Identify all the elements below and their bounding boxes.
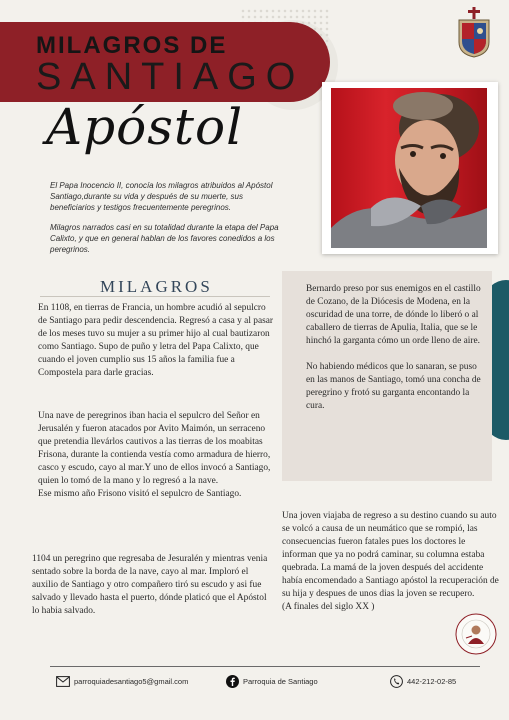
mail-icon	[56, 676, 70, 687]
saint-statue-icon	[331, 88, 487, 248]
left-column-middle	[38, 410, 274, 501]
miracle-paragraph-2: Una nave de peregrinos iban hacia el sepulcro del Señor en Jerusalén y fueron atacados por Avito Maimón, un serraceno que pretendia llevárlos cautivos a las tierras de los moabitas Frisona, durante la contienda vestía como armadura de hierro, casco y escudo, cayo al mar.Y uno de ellos invocó a Santiago, quien lo tomó de la mano y lo regresó a la nave.	[38, 411, 271, 486]
footer-email-text: parroquiadesantiago5@gmail.com	[74, 676, 189, 686]
title-line-2: SANTIAGO	[36, 56, 305, 98]
miracle-date-note: (A finales del siglo XX )	[282, 602, 375, 612]
miracle-paragraph-1: En 1108, en tierras de Francia, un hombre acudió al sepulcro de Santiago para pedir descendencia. Regresó a casa y al pasar de los meses tuvo su mujer a su primer hijo al cual bautizaron como Santiago. Supo de puño y letra del Papa Calixto, que cuando el joven cumplio sus 15 años la familia fue a Compostela para darle gracias.	[38, 303, 274, 378]
intro-paragraph-1: El Papa Inocencio II, conocía los milagros atribuidos al Apóstol Santiago,durante su vida y después de su muerte, sus beneficiarios y testigos frecuentemente peregrinos.	[50, 181, 273, 212]
right-column-bottom	[282, 510, 500, 614]
title-line-1: MILAGROS DE	[36, 32, 228, 59]
section-title: MILAGROS	[100, 277, 213, 296]
phone-icon	[390, 675, 403, 688]
intro-text	[50, 180, 280, 264]
title-line-3: Apóstol	[46, 98, 244, 156]
footer-facebook-text: Parroquia de Santiago	[243, 676, 318, 686]
miracle-paragraph-6: No habiendo médicos que lo sanaran, se puso en las manos de Santiago, tomó una concha de peregrino y frotó su garganta encontando la cura.	[306, 362, 481, 411]
footer-divider	[50, 666, 480, 667]
miracle-paragraph-4: 1104 un peregrino que regresaba de Jesuralén y mientras venia sentado sobre la borda de la nave, cayo al mar. Imploró el auxilio de Santiago y otro compañero tiró su escudo y asi fue salvado y llevado hasta el puerto, dónde platicó que el Apóstol lo habia salvado.	[32, 554, 268, 616]
footer-facebook[interactable]	[226, 673, 318, 689]
facebook-icon	[226, 675, 239, 688]
miracle-paragraph-5: Bernardo preso por sus enemigos en el castillo de Cozano, de la Diócesis de Modena, en la oscuridad de una torre, de dónde lo liberó o al caballero de tierras de Apulia, Italia, que se le hinchó la garganta cómo un orde lleno de aire.	[306, 284, 481, 346]
right-column-box	[306, 283, 482, 413]
footer-email[interactable]	[56, 673, 188, 689]
miracle-paragraph-3: Ese mismo año Frisono visitó el sepulcro de Santiago.	[38, 489, 242, 499]
section-divider	[40, 296, 270, 297]
parish-emblem-icon	[456, 6, 492, 58]
left-column-top	[38, 302, 274, 380]
intro-paragraph-2: Milagros narrados casi en su totalidad durante la etapa del Papa Calixto, y que en general hablan de los favores conedidos a los peregrinos.	[50, 223, 279, 254]
miracle-paragraph-7: Una joven viajaba de regreso a su destino cuando su auto se volcó a causa de un neumático que se rompió, las consecuencias fueron fatales pues los doctores le informan que ya no podrá caminar, su columna estaba quebrada. La mamá de la joven después del accidente había encomendado a Santiago apóstol la recuperación de su hija y despues de unos dias la joven se recupero.	[282, 511, 499, 599]
parish-logo-icon	[454, 612, 498, 656]
left-column-bottom	[32, 553, 272, 618]
saint-photo	[331, 88, 487, 248]
photo-frame	[322, 82, 498, 254]
footer-phone[interactable]	[390, 673, 456, 689]
footer-phone-text: 442-212-02-85	[407, 676, 457, 686]
